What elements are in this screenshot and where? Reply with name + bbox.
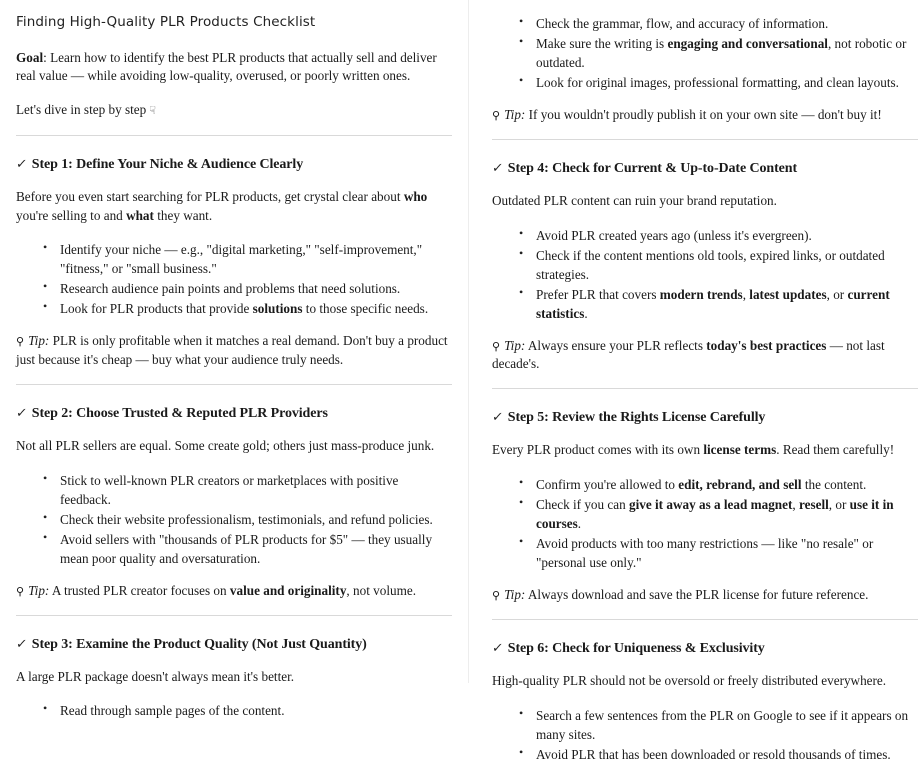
step-heading-1-label: Step 1: Define Your Niche & Audience Clearly: [31, 156, 304, 172]
list-item: • Avoid products with too many restrictions — like "no resale" or "personal use only.": [536, 534, 918, 572]
right-column: [468, 0, 924, 762]
step-1-tip-text: PLR is only profitable when it matches a real demand. Don't buy a product just because it's cheap — buy what your audience truly needs.: [16, 333, 448, 368]
step-3-intro: A large PLR package doesn't always mean it's better.: [16, 668, 295, 684]
goal-text: : Learn how to identify the best PLR products that actually sell and deliver real value — while avoiding low-quality, overused, or poorly written ones.: [16, 49, 437, 84]
section-divider: [492, 388, 918, 389]
left-column: [0, 0, 468, 719]
step-heading-5-label: Step 5: Review the Rights License Carefully: [507, 410, 766, 426]
list-item: • Look for PLR products that provide solutions to those specific needs.: [60, 299, 452, 318]
check-icon: ✓: [15, 636, 28, 652]
section-divider: [16, 135, 452, 136]
intro-text: Let's dive in step by step: [16, 102, 147, 118]
list-item: • Prefer PLR that covers modern trends, latest updates, or current statistics.: [536, 285, 918, 323]
list-item: • Stick to well-known PLR creators or marketplaces with positive feedback.: [60, 471, 452, 509]
tip-label: Tip:: [504, 107, 526, 122]
tip-label: Tip:: [28, 582, 50, 598]
step-heading-2-label: Step 2: Choose Trusted & Reputed PLR Providers: [31, 405, 328, 421]
step-heading-3: [16, 636, 452, 654]
list-item: • Avoid sellers with "thousands of PLR products for $5" — they usually mean poor quality and oversaturation.: [60, 530, 452, 568]
list-item: • Check if the content mentions old tools, expired links, or outdated strategies.: [536, 246, 918, 284]
step-heading-6: [492, 640, 918, 658]
section-divider: [16, 384, 452, 385]
step-6-intro: High-quality PLR should not be oversold or freely distributed everywhere.: [492, 672, 887, 688]
goal-label: Goal: [16, 49, 44, 65]
list-item: • Look for original images, professional formatting, and clean layouts.: [536, 73, 918, 92]
step-2-intro: Not all PLR sellers are equal. Some create gold; others just mass-produce junk.: [16, 438, 435, 454]
lightbulb-icon: ⚲: [492, 339, 501, 353]
step-5-bullet-list: [492, 475, 918, 572]
step-2-tip: [16, 582, 452, 601]
step-heading-4-label: Step 4: Check for Current & Up-to-Date Content: [507, 160, 798, 176]
list-item: • Check their website professionalism, testimonials, and refund policies.: [60, 510, 452, 529]
goal-paragraph: [16, 49, 452, 86]
check-icon: ✓: [15, 156, 28, 172]
check-icon: ✓: [491, 410, 504, 426]
list-item: • Search a few sentences from the PLR on Google to see if it appears on many sites.: [536, 706, 918, 744]
step-2-tip-text: A trusted PLR creator focuses on value and originality, not volume.: [51, 582, 417, 598]
list-item: • Check the grammar, flow, and accuracy of information.: [536, 14, 918, 33]
lightbulb-icon: ⚲: [492, 589, 501, 603]
step-1-tip: [16, 332, 452, 369]
tip-label: Tip:: [28, 333, 50, 349]
step-3-tip: [492, 106, 918, 125]
intro-paragraph: [16, 101, 452, 120]
page-title: Finding High-Quality PLR Products Checklist: [16, 14, 316, 30]
section-divider: [492, 619, 918, 620]
step-heading-3-label: Step 3: Examine the Product Quality (Not Just Quantity): [31, 636, 367, 652]
pointing-down-hand-icon: ☟: [149, 104, 156, 118]
check-icon: ✓: [491, 640, 504, 656]
step-5-tip: [492, 586, 918, 605]
step-4-bullet-list: [492, 226, 918, 323]
lightbulb-icon: ⚲: [16, 584, 25, 598]
step-heading-6-label: Step 6: Check for Uniqueness & Exclusivity: [507, 640, 765, 656]
list-item: • Make sure the writing is engaging and conversational, not robotic or outdated.: [536, 34, 918, 72]
step-4-intro: Outdated PLR content can ruin your brand reputation.: [492, 192, 777, 208]
step-heading-4: [492, 160, 918, 178]
step-5-tip-text: Always download and save the PLR license for future reference.: [527, 587, 869, 603]
step-3-continued-bullet-list: [492, 14, 918, 92]
lightbulb-icon: ⚲: [492, 109, 501, 122]
step-1-bullet-list: [16, 240, 452, 318]
step-1-intro: Before you even start searching for PLR products, get crystal clear about who you're selling to and what they want.: [16, 188, 428, 223]
list-item: • Read through sample pages of the content.: [60, 701, 452, 720]
list-item: • Confirm you're allowed to edit, rebrand, and sell the content.: [536, 475, 918, 494]
step-3-tip-text: If you wouldn't proudly publish it on your own site — don't buy it!: [528, 107, 882, 122]
step-4-tip-text: Always ensure your PLR reflects today's best practices — not last decade's.: [492, 337, 885, 372]
column-divider: [468, 0, 469, 683]
check-icon: ✓: [491, 160, 504, 176]
check-icon: ✓: [15, 405, 28, 421]
step-5-intro: Every PLR product comes with its own license terms. Read them carefully!: [492, 442, 895, 458]
tip-label: Tip:: [504, 337, 526, 353]
list-item: • Avoid PLR that has been downloaded or resold thousands of times.: [536, 745, 918, 764]
step-3-bullet-list: [16, 701, 452, 720]
step-heading-2: [16, 405, 452, 423]
step-6-bullet-list: [492, 706, 918, 764]
list-item: • Avoid PLR created years ago (unless it's evergreen).: [536, 226, 918, 245]
lightbulb-icon: ⚲: [16, 335, 25, 349]
list-item: • Identify your niche — e.g., "digital marketing," "self-improvement," "fitness," or "small business.": [60, 240, 452, 278]
step-4-tip: [492, 337, 918, 374]
section-divider: [492, 139, 918, 140]
step-heading-1: [16, 156, 452, 174]
tip-label: Tip:: [504, 587, 526, 603]
list-item: • Check if you can give it away as a lead magnet, resell, or use it in courses.: [536, 495, 918, 533]
list-item: • Research audience pain points and problems that need solutions.: [60, 279, 452, 298]
step-2-bullet-list: [16, 471, 452, 568]
step-heading-5: [492, 409, 918, 427]
section-divider: [16, 615, 452, 616]
